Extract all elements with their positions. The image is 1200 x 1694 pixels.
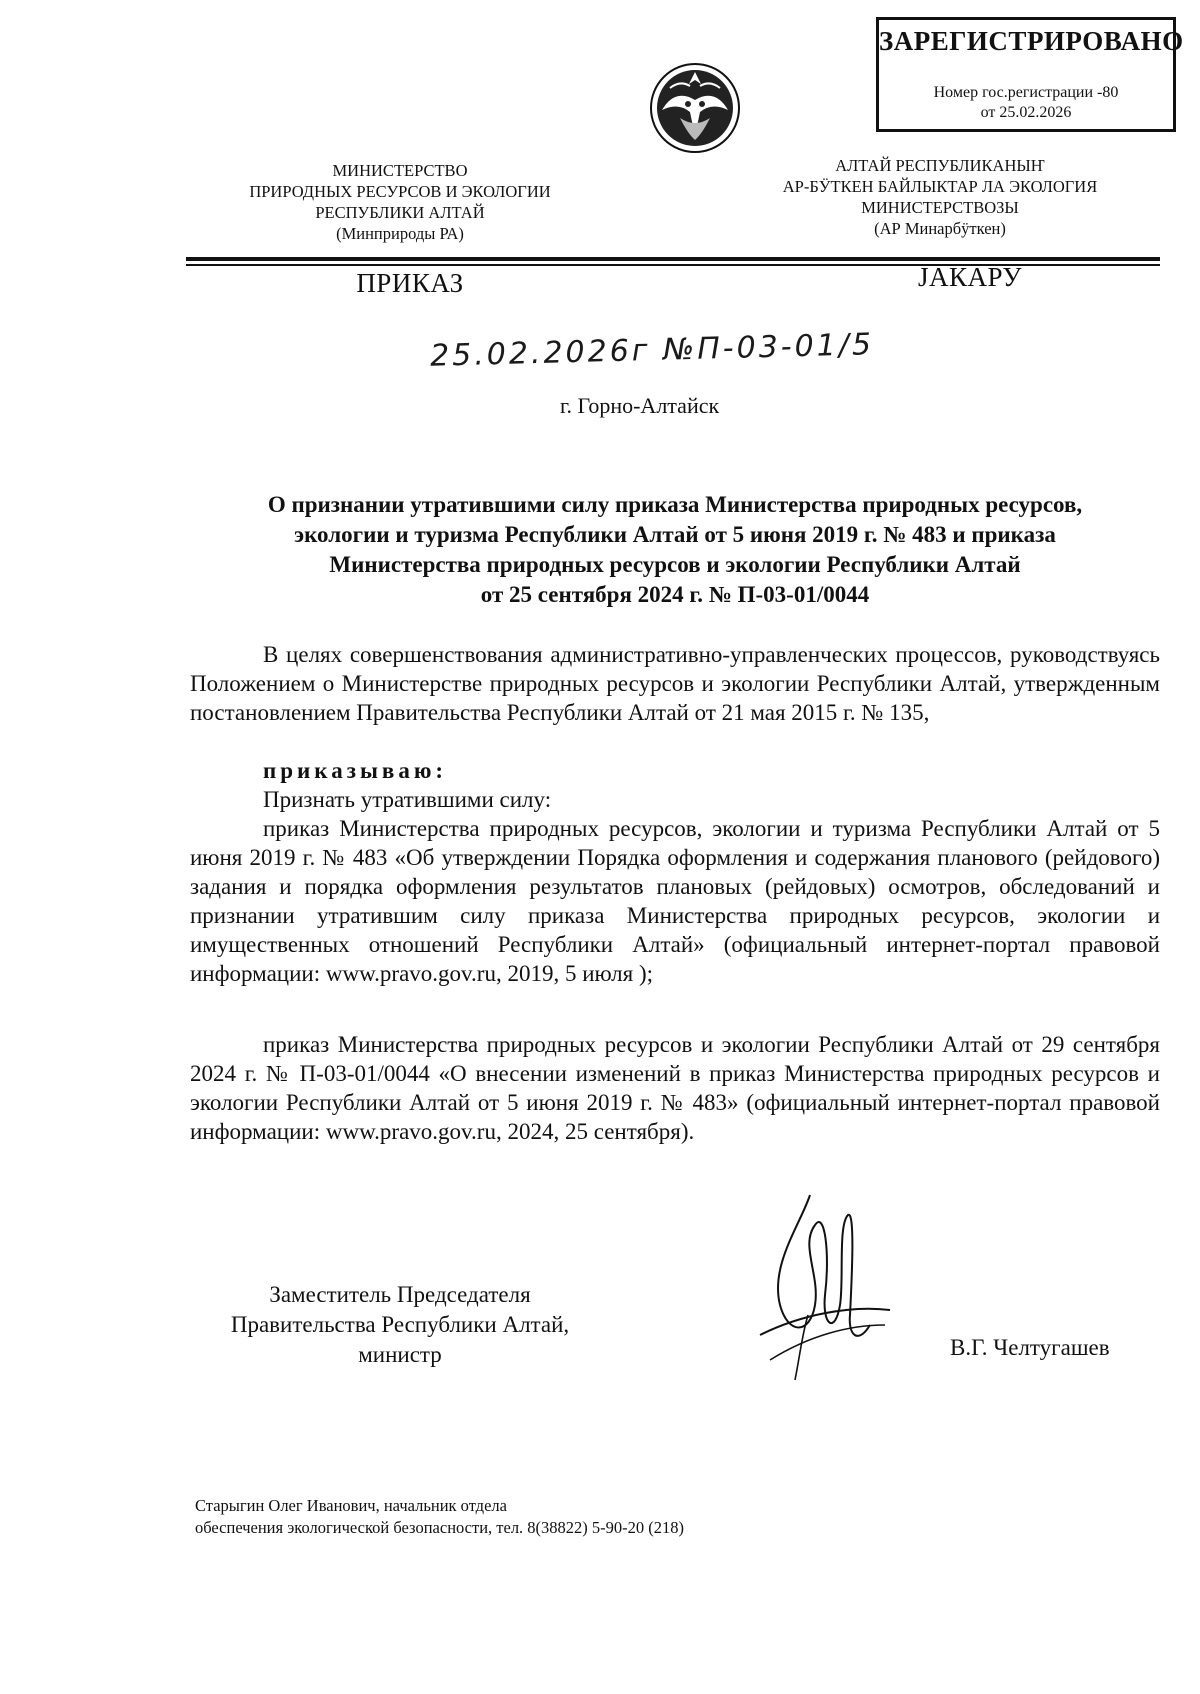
header-left-line3: РЕСПУБЛИКИ АЛТАЙ — [315, 203, 485, 222]
footer-line2: обеспечения экологической безопасности, тел. 8(38822) 5-90-20 (218) — [195, 1518, 685, 1537]
header-right-line2: АР-БӰТКЕН БАЙЛЫКТАР ЛА ЭКОЛОГИЯ — [782, 177, 1098, 196]
title-line1: О признании утратившими силу приказа Министерства природных ресурсов, — [267, 492, 1083, 517]
city: г. Горно-Алтайск — [560, 393, 720, 418]
stamp-title: ЗАРЕГИСТРИРОВАНО — [879, 26, 1184, 56]
stamp-reg-number: Номер гос.регистрации -80 — [933, 84, 1119, 101]
order-title — [190, 490, 1160, 610]
signatory-name: В.Г. Челтугашев — [950, 1335, 1110, 1360]
item-1-paragraph: приказ Министерства природных ресурсов, экологии и туризма Республики Алтай от 5 июня 2019 г. № 483 «Об утверждении Порядка оформления и содержания планового (рейдового) задания и порядка оформления результатов плановых (рейдовых) осмотров, обследований и признании утратившим силу приказа Министерства природных ресурсов, экологии и имущественных отношений Республики Алтай» (официальный интернет-портал правовой информации: www.pravo.gov.ru, 2019, 5 июля ); — [190, 816, 1160, 986]
handwritten-signature — [740, 1185, 900, 1395]
signatory-position — [190, 1280, 610, 1370]
signatory-line2: Правительства Республики Алтай, — [230, 1312, 570, 1337]
header-right-line1: АЛТАЙ РЕСПУБЛИКАНЫҤ — [835, 156, 1045, 175]
header-left-line2: ПРИРОДНЫХ РЕСУРСОВ И ЭКОЛОГИИ — [249, 182, 551, 201]
preamble-paragraph: В целях совершенствования административно-управленческих процессов, руководствуясь Положением о Министерстве природных ресурсов и экологии Республики Алтай, утвержденным постановлением Правительства Республики Алтай от 21 мая 2015 г. № 135, — [190, 642, 1160, 725]
stamp-reg-date: от 25.02.2026 — [980, 104, 1072, 121]
title-line3: Министерства природных ресурсов и экологии Республики Алтай — [329, 552, 1021, 577]
title-line4: от 25 сентября 2024 г. № П-03-01/0044 — [480, 582, 870, 607]
signatory-line1: Заместитель Председателя — [269, 1282, 531, 1307]
signatory-line3: министр — [358, 1342, 442, 1367]
header-right-line4: (АР Минарбӱткен) — [874, 219, 1006, 238]
order-verb — [190, 756, 1160, 785]
title-line2: экологии и туризма Республики Алтай от 5 июня 2019 г. № 483 и приказа — [294, 522, 1056, 547]
header-left-line1: МИНИСТЕРСТВО — [332, 161, 468, 180]
order-word-alt: ЈАКАРУ — [918, 262, 1022, 292]
order-verb-text: приказываю: — [263, 758, 448, 783]
header-divider-thick — [186, 257, 1160, 261]
header-left-line4: (Минприроды РА) — [336, 224, 464, 243]
order-word-ru: ПРИКАЗ — [356, 268, 464, 298]
executor-contact — [195, 1495, 895, 1539]
coat-of-arms-icon — [640, 58, 750, 156]
ministry-header-ru — [210, 160, 590, 244]
order-number: 25.02.2026г №П-03-01/5 — [429, 327, 875, 374]
registration-stamp — [876, 17, 1184, 132]
declare-line: Признать утратившими силу: — [263, 787, 552, 812]
footer-line1: Старыгин Олег Иванович, начальник отдела — [195, 1496, 507, 1515]
item-2-paragraph: приказ Министерства природных ресурсов и экологии Республики Алтай от 29 сентября 2024 г. № П-03-01/0044 «О внесении изменений в приказ Министерства природных ресурсов и экологии Республики Алтай от 5 июня 2019 г. № 483» (официальный интернет-портал правовой информации: www.pravo.gov.ru, 2024, 25 сентября). — [190, 1032, 1160, 1144]
header-right-line3: МИНИСТЕРСТВОЗЫ — [861, 198, 1019, 217]
ministry-header-alt — [740, 155, 1140, 239]
